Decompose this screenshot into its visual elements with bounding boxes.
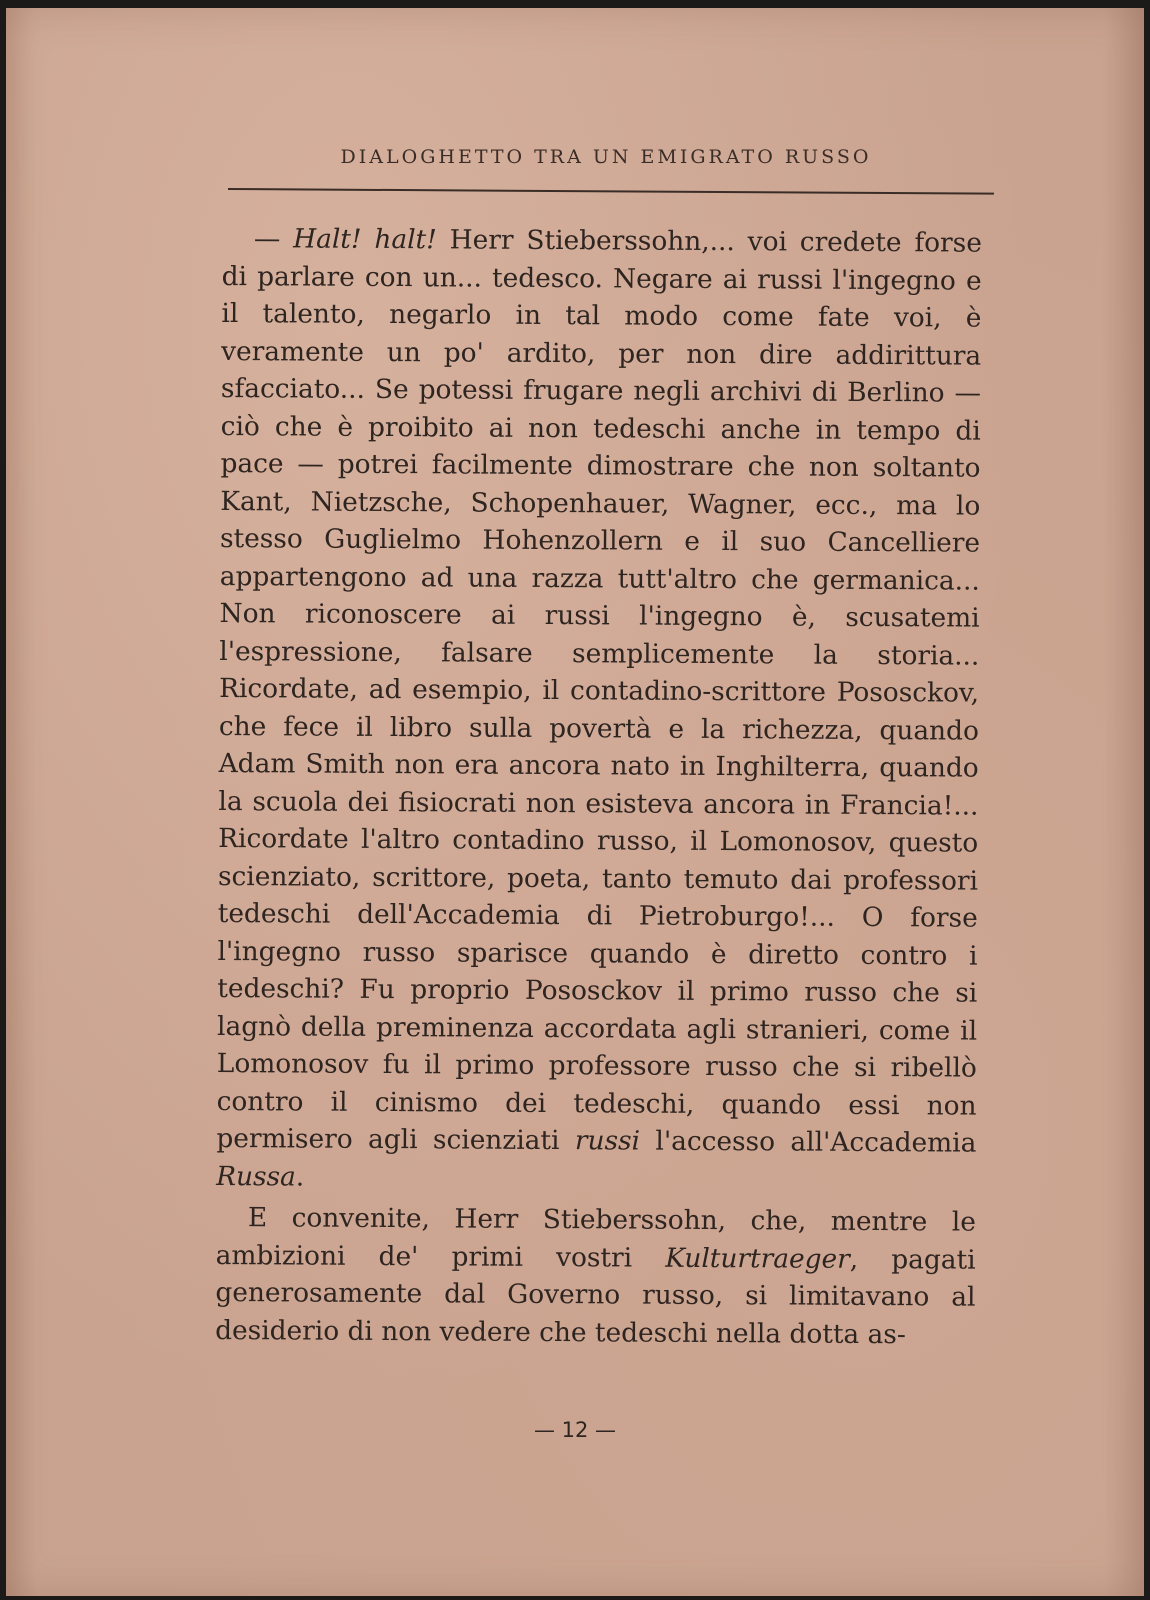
book-page bbox=[6, 8, 1144, 1596]
italic-russi: russi bbox=[574, 1125, 641, 1157]
dialogue-dash: — bbox=[253, 223, 294, 255]
paragraph-1-text-b: l'accesso all'Accademia bbox=[639, 1125, 977, 1159]
italic-russa: Russa bbox=[216, 1160, 296, 1192]
paragraph-1-end: . bbox=[295, 1160, 305, 1193]
paragraph-2-text-b: , pagati generosamente dal Governo russo, si limitavano al desiderio di non vedere che tedeschi nella dotta as- bbox=[215, 1243, 976, 1350]
paragraph-1 bbox=[216, 220, 982, 1200]
paragraph-1-text-a: Herr Stieberssohn,... voi credete forse di parlare con un... tedesco. Negare ai russi l'ingegno e il talento, negarlo in tal modo come fate voi, è veramente un po' ardito, per non dire addirittura sfacciato... Se potessi frugare negli archivi di Berlino — ciò che è proibito ai non tedeschi anche in tempo di pace — potrei facilmente dimostrare che non soltanto Kant, Nietzsche, Schopenhauer, Wagner, ecc., ma lo stesso Guglielmo Hohenzollern e il suo Cancelliere appartengono ad una razza tutt'altro che germanica... Non riconoscere ai russi l'ingegno è, scusatemi l'espressione, falsare semplicemente la storia... Ricordate, ad esempio, il contadino-scrittore Pososckov, che fece il libro sulla povertà e la richezza, quando Adam Smith non era ancora nato in Inghilterra, quando la scuola dei fisiocrati non esisteva ancora in Francia!... Ricordate l'altro contadino russo, il Lomonosov, questo scienziato, scrittore, poeta, tanto temuto dai professori tedeschi dell'Accademia di Pietroburgo!... O forse l'ingegno russo sparisce quando è diretto contro i tedeschi? Fu proprio Pososckov il primo russo che si lagnò della preminenza accordata agli stranieri, come il Lomonosov fu il primo professore russo che si ribellò contro il cinismo dei tedeschi, quando essi non permisero agli scienziati bbox=[216, 224, 982, 1157]
exclamation-italic: Halt! halt! bbox=[293, 223, 437, 256]
paragraph-2 bbox=[215, 1199, 976, 1354]
header-rule bbox=[228, 188, 994, 195]
italic-kulturtraeger: Kulturtraeger bbox=[665, 1242, 850, 1275]
body-text bbox=[215, 220, 982, 1354]
running-head: DIALOGHETTO TRA UN EMIGRATO RUSSO bbox=[340, 146, 872, 168]
paragraph-2-text-a: E convenite, Herr Stieberssohn, che, mentre le ambizioni de' primi vostri bbox=[215, 1202, 976, 1274]
page-number: — 12 — bbox=[533, 1418, 617, 1442]
